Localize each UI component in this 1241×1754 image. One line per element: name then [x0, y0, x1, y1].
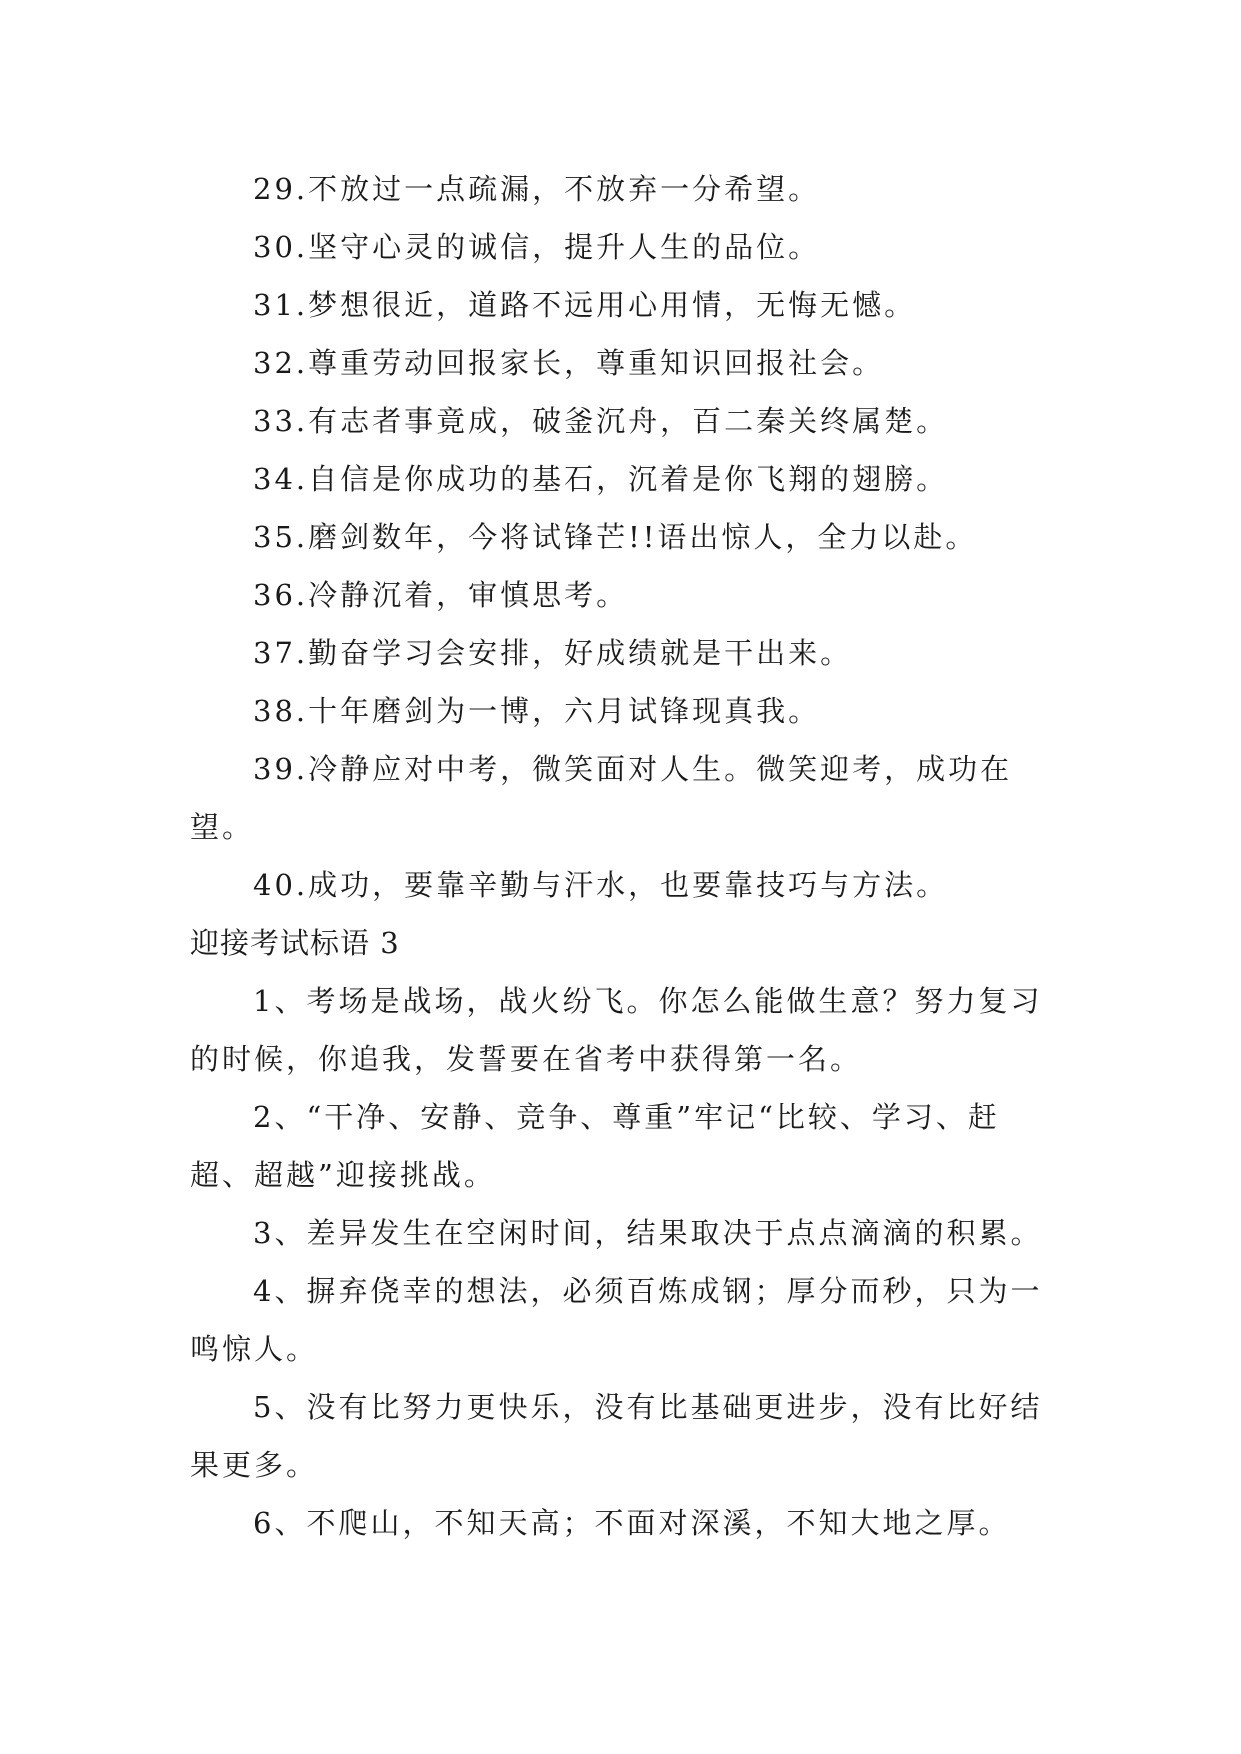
slogan-line: 3、差异发生在空闲时间，结果取决于点点滴滴的积累。 [253, 1216, 1043, 1250]
slogan-line: 30.坚守心灵的诚信，提升人生的品位。 [253, 230, 821, 264]
slogan-line: 32.尊重劳动回报家长，尊重知识回报社会。 [253, 346, 885, 380]
slogan-line: 29.不放过一点疏漏，不放弃一分希望。 [253, 172, 821, 206]
slogan-line: 35.磨剑数年，今将试锋芒!!语出惊人，全力以赴。 [253, 520, 978, 554]
slogan-line: 34.自信是你成功的基石，沉着是你飞翔的翅膀。 [253, 462, 949, 496]
slogan-line: 36.冷静沉着，审慎思考。 [253, 578, 629, 612]
slogan-line: 31.梦想很近，道路不远用心用情，无悔无憾。 [253, 288, 917, 322]
slogan-line: 40.成功，要靠辛勤与汗水，也要靠技巧与方法。 [253, 868, 949, 902]
slogan-line: 1、考场是战场，战火纷飞。你怎么能做生意？努力复习的时候，你追我，发誓要在省考中获得第一名。 [190, 984, 1043, 1076]
slogan-line: 39.冷静应对中考，微笑面对人生。微笑迎考，成功在望。 [190, 752, 1013, 844]
slogan-line: 4、摒弃侥幸的想法，必须百炼成钢；厚分而秒，只为一鸣惊人。 [190, 1274, 1043, 1366]
slogan-line: 38.十年磨剑为一博，六月试锋现真我。 [253, 694, 821, 728]
slogan-line: 5、没有比努力更快乐，没有比基础更进步，没有比好结果更多。 [190, 1390, 1043, 1482]
slogan-line: 2、“干净、安静、竞争、尊重”牢记“比较、学习、赶超、超越”迎接挑战。 [190, 1100, 1000, 1192]
slogan-line: 37.勤奋学习会安排，好成绩就是干出来。 [253, 636, 853, 670]
slogan-line: 33.有志者事竟成，破釜沉舟，百二秦关终属楚。 [253, 404, 949, 438]
slogan-line: 6、不爬山，不知天高；不面对深溪，不知大地之厚。 [253, 1506, 1011, 1540]
document-body [190, 160, 1060, 1552]
section-heading: 迎接考试标语 3 [190, 926, 400, 960]
